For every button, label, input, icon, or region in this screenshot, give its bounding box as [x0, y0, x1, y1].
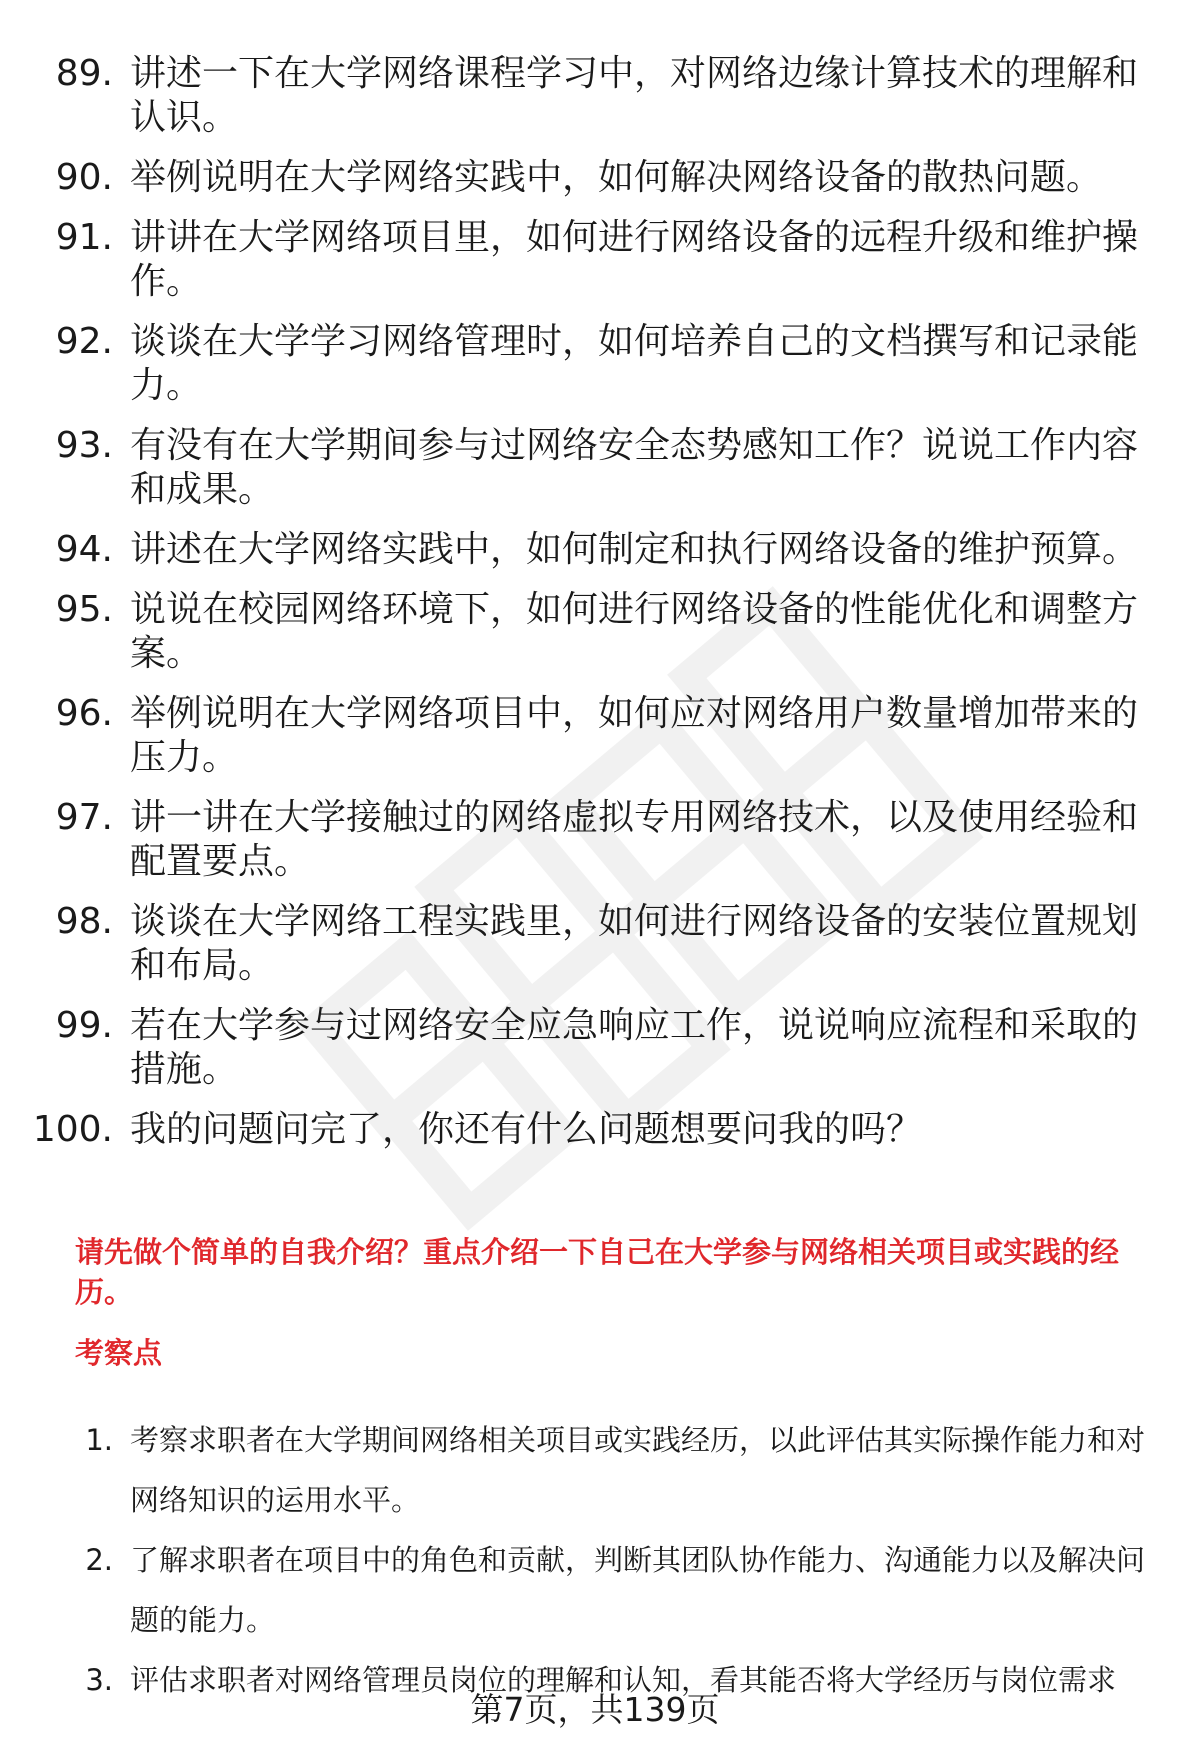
- question-text: 谈谈在大学网络工程实践里，如何进行网络设备的安装位置规划和布局。: [130, 901, 1139, 986]
- question-item: [0, 52, 1190, 140]
- question-item: [0, 692, 1190, 780]
- question-item: [0, 156, 1190, 200]
- question-text: 讲述在大学网络实践中，如何制定和执行网络设备的维护预算。: [130, 529, 1139, 570]
- point-number: 2.: [85, 1543, 113, 1577]
- question-number: 97.: [55, 797, 113, 838]
- question-text: 讲一讲在大学接触过的网络虚拟专用网络技术，以及使用经验和配置要点。: [130, 797, 1139, 882]
- question-number: 94.: [55, 529, 113, 570]
- point-text: 了解求职者在项目中的角色和贡献，判断其团队协作能力、沟通能力以及解决问题的能力。: [130, 1543, 1146, 1637]
- question-item: [0, 528, 1190, 572]
- question-text: 讲讲在大学网络项目里，如何进行网络设备的远程升级和维护操作。: [130, 217, 1139, 302]
- question-text: 有没有在大学期间参与过网络安全态势感知工作？说说工作内容和成果。: [130, 425, 1139, 510]
- question-item: [0, 1004, 1190, 1092]
- point-number: 1.: [85, 1423, 113, 1457]
- question-number: 99.: [55, 1005, 113, 1046]
- question-item: [0, 424, 1190, 512]
- section-subhead: 考察点: [75, 1336, 163, 1370]
- question-item: [0, 588, 1190, 676]
- question-number: 96.: [55, 693, 113, 734]
- question-number: 100.: [32, 1109, 113, 1150]
- question-text: 我的问题问完了，你还有什么问题想要问我的吗？: [130, 1109, 923, 1150]
- question-list: [0, 52, 1190, 1168]
- question-text: 举例说明在大学网络项目中，如何应对网络用户数量增加带来的压力。: [130, 693, 1139, 778]
- section-title: 请先做个简单的自我介绍？重点介绍一下自己在大学参与网络相关项目或实践的经历。: [75, 1235, 1120, 1309]
- question-number: 89.: [55, 53, 113, 94]
- question-item: [0, 900, 1190, 988]
- evaluation-points-list: [0, 1410, 1190, 1710]
- point-text: 考察求职者在大学期间网络相关项目或实践经历，以此评估其实际操作能力和对网络知识的运用水平。: [130, 1423, 1146, 1517]
- question-item: [0, 796, 1190, 884]
- question-number: 91.: [55, 217, 113, 258]
- question-number: 93.: [55, 425, 113, 466]
- question-text: 若在大学参与过网络安全应急响应工作，说说响应流程和采取的措施。: [130, 1005, 1139, 1090]
- question-text: 谈谈在大学学习网络管理时，如何培养自己的文档撰写和记录能力。: [130, 321, 1139, 406]
- point-text: 评估求职者对网络管理员岗位的理解和认知，看其能否将大学经历与岗位需求: [130, 1663, 1117, 1697]
- list-item: [0, 1410, 1190, 1530]
- question-number: 98.: [55, 901, 113, 942]
- page-footer: 第7页，共139页: [470, 1690, 720, 1729]
- list-item: [0, 1530, 1190, 1650]
- question-text: 举例说明在大学网络实践中，如何解决网络设备的散热问题。: [130, 157, 1103, 198]
- question-item: [0, 1108, 1190, 1152]
- point-number: 3.: [85, 1663, 113, 1697]
- question-text: 讲述一下在大学网络课程学习中，对网络边缘计算技术的理解和认识。: [130, 53, 1139, 138]
- question-number: 95.: [55, 589, 113, 630]
- question-item: [0, 216, 1190, 304]
- question-item: [0, 320, 1190, 408]
- question-number: 90.: [55, 157, 113, 198]
- question-text: 说说在校园网络环境下，如何进行网络设备的性能优化和调整方案。: [130, 589, 1139, 674]
- question-number: 92.: [55, 321, 113, 362]
